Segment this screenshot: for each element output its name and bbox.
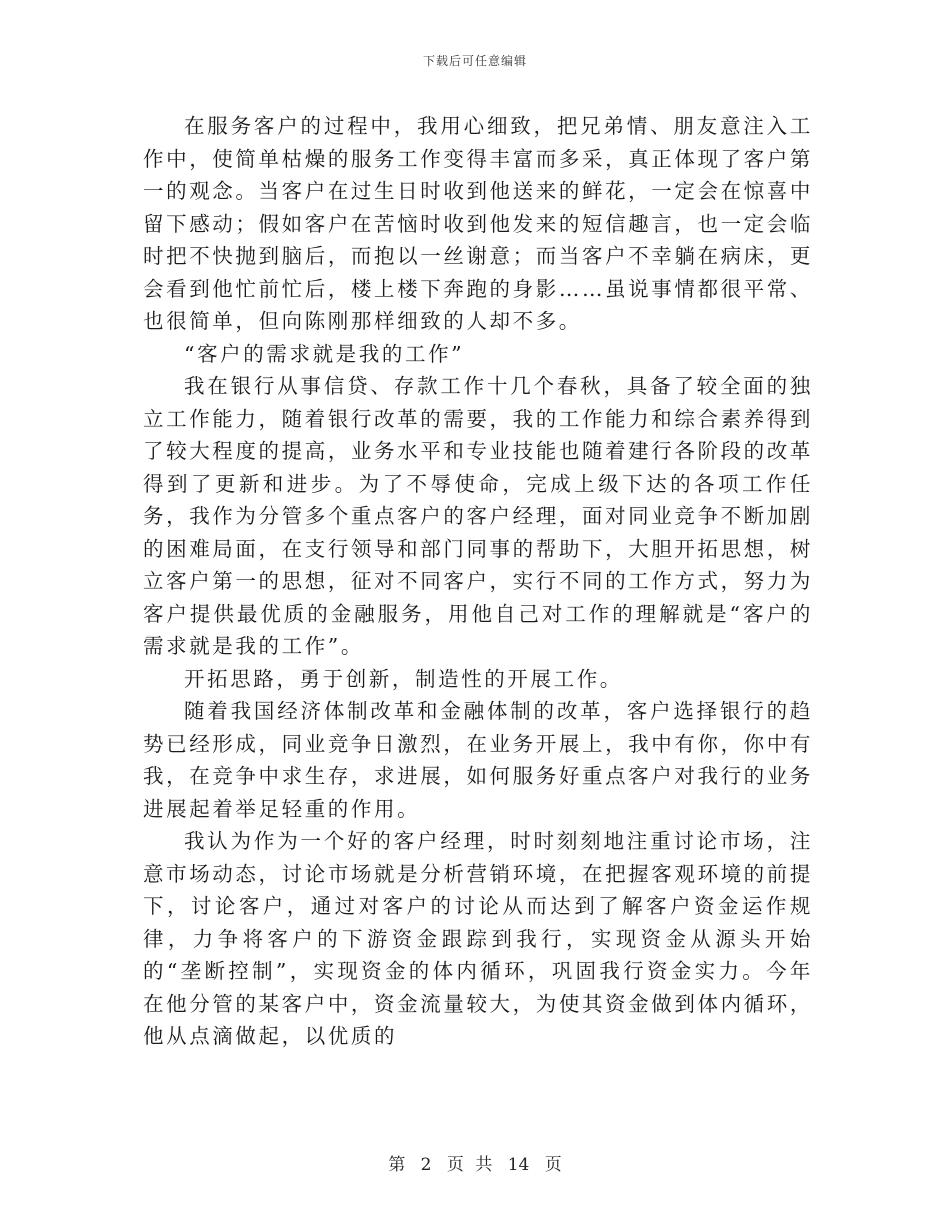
current-page-number: 2 bbox=[420, 1155, 432, 1175]
footer-prefix: 第 bbox=[388, 1155, 406, 1175]
paragraph: 我在银行从事信贷、存款工作十几个春秋，具备了较全面的独立工作能力，随着银行改革的需要，我的工作能力和综合素养得到了较大程度的提高，业务水平和专业技能也随着建行各阶段的改革得到了更新和进步。为了不辱使命，完成上级下达的各项工作任务，我作为分管多个重点客户的客户经理，面对同业竞争不断加剧的困难局面，在支行领导和部门同事的帮助下，大胆开拓思想，树立客户第一的思想，征对不同客户，实行不同的工作方式，努力为客户提供最优质的金融服务，用他自己对工作的理解就是“客户的需求就是我的工作”。 bbox=[143, 374, 813, 658]
footer-suffix: 页 bbox=[544, 1155, 562, 1175]
total-pages-number: 14 bbox=[507, 1155, 530, 1175]
paragraph: 我认为作为一个好的客户经理，时时刻刻地注重讨论市场，注意市场动态，讨论市场就是分析营销环境，在把握客观环境的前提下，讨论客户，通过对客户的讨论从而达到了解客户资金运作规律，力争将客户的下游资金跟踪到我行，实现资金从源头开始的“垄断控制”，实现资金的体内循环，巩固我行资金实力。今年在他分管的某客户中，资金流量较大，为使其资金做到体内循环，他从点滴做起，以优质的 bbox=[143, 829, 813, 1048]
footer-middle: 页 共 bbox=[446, 1155, 493, 1175]
paragraph: 随着我国经济体制改革和金融体制的改革，客户选择银行的趋势已经形成，同业竞争日激烈，在业务开展上，我中有你，你中有我，在竞争中求生存，求进展，如何服务好重点客户对我行的业务进展起着举足轻重的作用。 bbox=[143, 699, 813, 821]
section-heading: 开拓思路，勇于创新，制造性的开展工作。 bbox=[184, 666, 623, 691]
page-header: 下载后可任意编辑 bbox=[422, 54, 527, 68]
paragraph: 在服务客户的过程中，我用心细致，把兄弟情、朋友意注入工作中，使简单枯燥的服务工作变得丰富而多采，真正体现了客户第一的观念。当客户在过生日时收到他送来的鲜花，一定会在惊喜中留下感动；假如客户在苦恼时收到他发来的短信趣言，也一定会临时把不快抛到脑后，而抱以一丝谢意；而当客户不幸躺在病床，更会看到他忙前忙后，楼上楼下奔跑的身影……虽说事情都很平常、也很简单，但向陈刚那样细致的人却不多。 bbox=[143, 114, 813, 333]
document-body bbox=[143, 110, 813, 1053]
page-footer bbox=[0, 1150, 950, 1175]
section-heading: “客户的需求就是我的工作” bbox=[184, 341, 465, 366]
